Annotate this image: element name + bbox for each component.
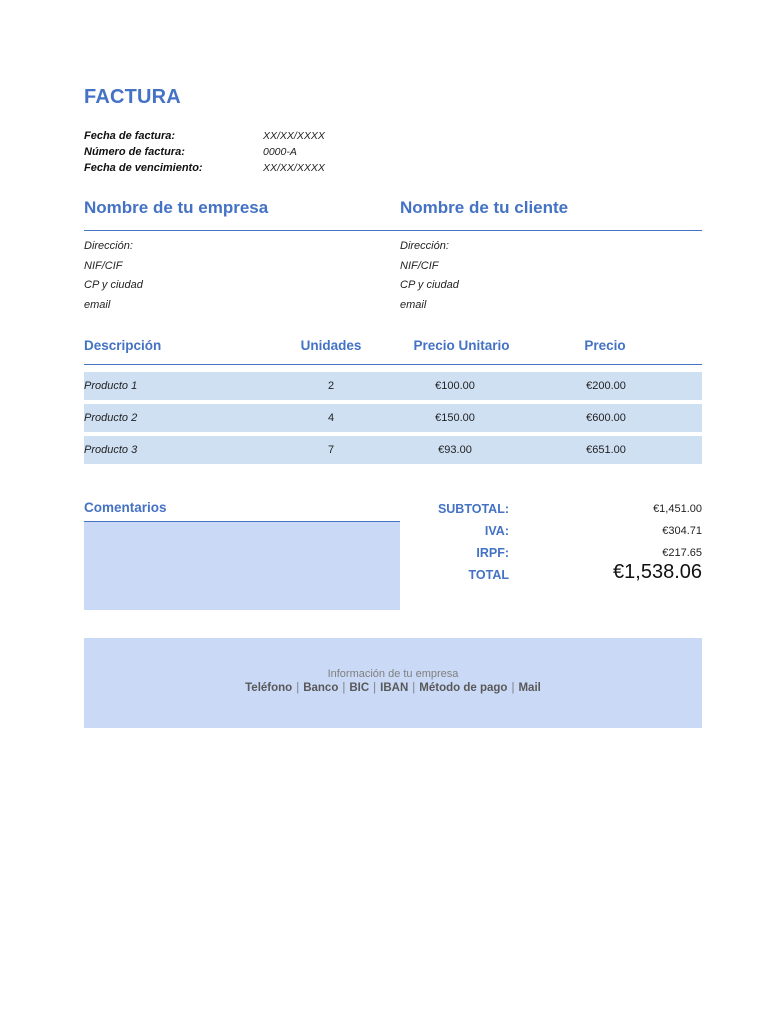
footer-bank: Banco	[303, 682, 339, 694]
document-title: FACTURA	[84, 86, 181, 108]
subtotal-row	[400, 500, 702, 522]
client-details	[400, 237, 650, 315]
company-postcode-city-field: CP y ciudad	[84, 279, 143, 291]
item-units: 4	[327, 412, 335, 424]
item-unit-price: €93.00	[438, 444, 472, 456]
subtotal-value: €1,451.00	[653, 503, 702, 515]
company-name-heading: Nombre de tu empresa	[84, 198, 269, 217]
total-row	[400, 561, 702, 588]
separator: |	[412, 682, 416, 694]
table-row	[84, 404, 702, 432]
company-info-footer	[84, 638, 702, 728]
footer-bic: BIC	[349, 682, 370, 694]
separator: |	[342, 682, 346, 694]
separator: |	[373, 682, 377, 694]
item-price: €200.00	[586, 380, 626, 392]
iva-value: €304.71	[662, 525, 702, 537]
item-units: 2	[327, 380, 335, 392]
company-details	[84, 237, 334, 315]
due-date-value: XX/XX/XXXX	[263, 162, 325, 174]
item-description: Producto 3	[84, 444, 138, 456]
comments-label: Comentarios	[84, 500, 167, 515]
item-price: €651.00	[586, 444, 626, 456]
company-tax-id-field: NIF/CIF	[84, 259, 123, 272]
units-column-header: Unidades	[300, 338, 362, 353]
invoice-date-value: XX/XX/XXXX	[263, 130, 325, 142]
due-date-label: Fecha de vencimiento:	[84, 162, 203, 174]
client-tax-id-field: NIF/CIF	[400, 259, 439, 272]
items-table-header	[84, 338, 702, 360]
invoice-date-row	[84, 128, 384, 144]
item-units: 7	[327, 444, 335, 456]
parties-divider	[84, 230, 702, 231]
invoice-number-row	[84, 144, 384, 160]
client-address-field: Dirección:	[400, 240, 449, 252]
client-name-heading: Nombre de tu cliente	[400, 198, 569, 217]
total-label: TOTAL	[468, 568, 509, 582]
item-unit-price: €150.00	[435, 412, 475, 424]
iva-label: IVA:	[484, 524, 509, 538]
footer-iban: IBAN	[380, 682, 409, 694]
irpf-value: €217.65	[662, 547, 702, 559]
table-row	[84, 372, 702, 400]
comments-box[interactable]	[84, 522, 400, 610]
separator: |	[511, 682, 515, 694]
invoice-meta	[84, 128, 384, 176]
item-price: €600.00	[586, 412, 626, 424]
footer-contact-line	[84, 682, 702, 694]
table-row	[84, 436, 702, 464]
invoice-date-label: Fecha de factura:	[84, 130, 176, 142]
separator: |	[296, 682, 300, 694]
footer-mail: Mail	[518, 682, 541, 694]
footer-phone: Teléfono	[245, 682, 293, 694]
item-description: Producto 1	[84, 380, 138, 392]
invoice-number-value: 0000-A	[263, 146, 297, 158]
unit-price-column-header: Precio Unitario	[413, 338, 510, 353]
iva-row	[400, 522, 702, 544]
footer-title: Información de tu empresa	[327, 668, 459, 680]
company-address-field: Dirección:	[84, 240, 133, 252]
footer-payment-method: Método de pago	[419, 682, 508, 694]
company-email-field: email	[84, 298, 111, 311]
item-unit-price: €100.00	[435, 380, 475, 392]
total-value: €1,538.06	[613, 561, 702, 583]
item-description: Producto 2	[84, 412, 138, 424]
items-table-divider	[84, 364, 702, 365]
irpf-label: IRPF:	[476, 546, 509, 560]
price-column-header: Precio	[584, 338, 626, 353]
subtotal-label: SUBTOTAL:	[437, 502, 509, 516]
client-email-field: email	[400, 298, 427, 311]
due-date-row	[84, 160, 384, 176]
invoice-number-label: Número de factura:	[84, 146, 185, 158]
client-postcode-city-field: CP y ciudad	[400, 279, 459, 291]
description-column-header: Descripción	[84, 338, 162, 353]
